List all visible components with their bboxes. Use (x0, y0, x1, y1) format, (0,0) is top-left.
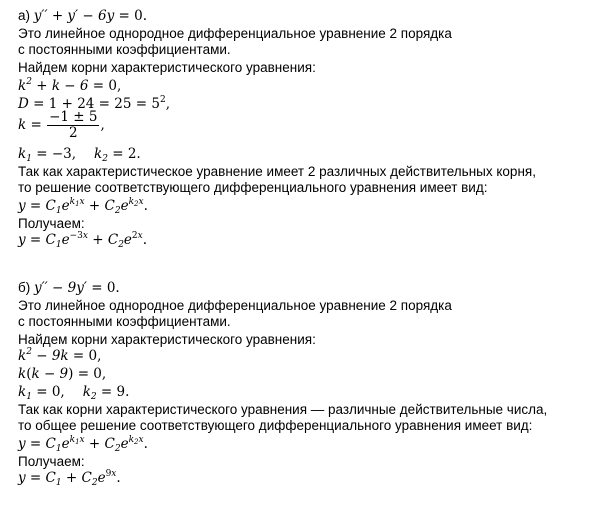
part-a-find-roots: Найдем корни характеристического уравнения: (18, 60, 316, 75)
part-a-header (18, 8, 147, 24)
part-b-result: $y = C_1 + C_2e^{9x}$. (18, 469, 121, 488)
part-b-char-eq: $k^2 - 9k = 0$, (18, 347, 102, 364)
part-a-since-line1: Так как характеристическое уравнение имеет 2 различных действительных корня, (18, 164, 536, 179)
part-a-discriminant: $D = 1 + 24 = 25 = 5^2$, (18, 95, 170, 112)
part-b-equation: y′′ − 9y′ = 0. (33, 280, 120, 296)
part-a-desc-line1: Это линейное однородное дифференциальное уравнение 2 порядка (18, 26, 452, 41)
part-b-since-line1: Так как корни характеристического уравнения — различные действительные числа, (18, 402, 548, 417)
part-b-general-form: $y = C_1e^{k_1x} + C_2e^{k_2x}$. (18, 435, 148, 454)
part-a-since-line2: то решение соответствующего дифференциального уравнения имеет вид: (18, 180, 488, 195)
part-a-roots: $k_1 = -3$, $k_2 = 2$. (18, 146, 141, 164)
part-a-char-eq: $k^2 + k - 6 = 0$, (18, 77, 122, 94)
part-a-label: а) (18, 8, 34, 23)
part-a-general-form: $y = C_1e^{k_1x} + C_2e^{k_2x}$. (18, 197, 148, 216)
part-a-desc-line2: с постоянными коэффициентами. (18, 42, 231, 57)
part-a-obtain: Получаем: (18, 216, 85, 231)
part-b-header (18, 280, 120, 296)
part-b-find-roots: Найдем корни характеристического уравнения: (18, 332, 316, 347)
part-b-factored: k(k − 9) = 0, (18, 366, 107, 382)
part-b-desc-line2: с постоянными коэффициентами. (18, 314, 231, 329)
part-b-label: б) (18, 280, 34, 295)
part-a-result: $y = C_1e^{-3x} + C_2e^{2x}$. (18, 231, 148, 250)
part-b-roots: $k_1 = 0$, $k_2 = 9$. (18, 384, 130, 402)
root-fraction: $\frac{-1 \pm 5}{2}$ (49, 109, 98, 141)
part-b-obtain: Получаем: (18, 454, 85, 469)
part-a-root-formula: k = $\frac{-1 \pm 5}{2}$ , (18, 109, 105, 141)
part-b-desc-line1: Это линейное однородное дифференциальное уравнение 2 порядка (18, 298, 452, 313)
part-b-since-line2: то общее решение соответствующего дифференциального уравнения имеет вид: (18, 418, 533, 433)
part-a-equation: y′′ + y′ − 6y = 0. (33, 8, 147, 24)
